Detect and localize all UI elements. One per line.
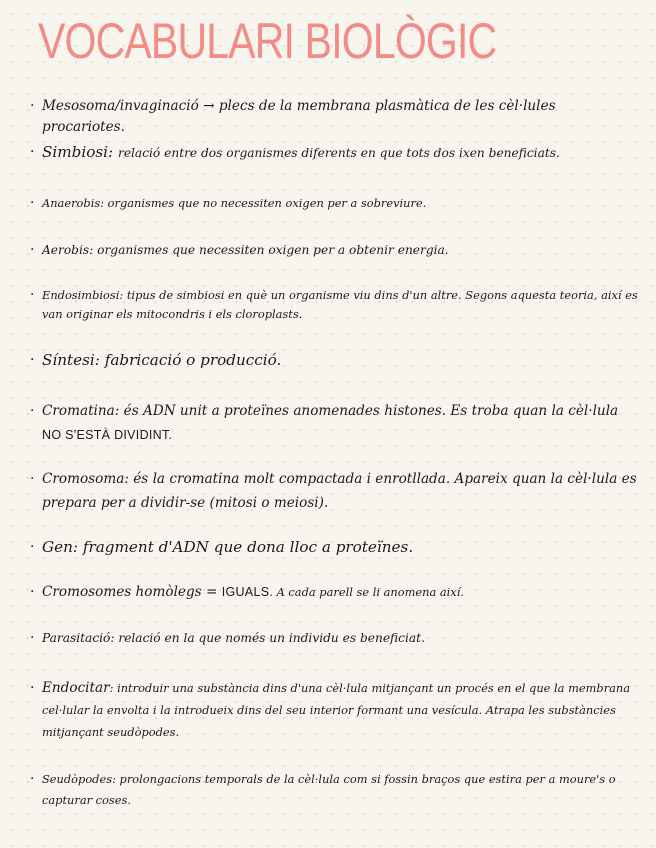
entry-separator: : (72, 538, 83, 556)
entry-term: Gen (42, 538, 73, 556)
entry-text (42, 350, 640, 371)
entry-term: Endocitar (42, 680, 110, 696)
entry-separator: : (119, 288, 127, 302)
entry-term: Síntesi (42, 351, 95, 369)
bullet: · (30, 771, 35, 787)
entry-text (42, 96, 640, 138)
entry-definition: plecs de la membrana plasmàtica de les cèl·lules procariotes. (42, 98, 556, 135)
entry-definition: és la cromatina molt compactada i enrotllada. Apareix quan la cèl·lula es prepara per a dividir-se (mitosi o meiosi). (42, 471, 637, 511)
entry-separator: : (109, 681, 118, 695)
bullet: · (30, 242, 35, 258)
entry-separator: : (112, 772, 120, 786)
entry-term: Cromosomes homòlegs (42, 584, 202, 600)
entry-text (42, 399, 640, 447)
bullet: · (30, 680, 35, 696)
vocab-entry-parasitacio (30, 628, 640, 649)
entry-definition: tipus de simbiosi en què un organisme viu dins d'un altre. Segons aquesta teoria, així es van originar els mitocondris i els cloroplasts. (42, 288, 638, 321)
entry-term: Parasitació (42, 631, 111, 645)
entry-separator: : (100, 196, 108, 210)
page-title: VOCABULARI BIOLÒGIC (38, 13, 497, 69)
entry-text (42, 769, 640, 811)
entry-text (42, 628, 640, 649)
entry-term: Aerobis (42, 243, 90, 257)
bullet: · (30, 195, 35, 211)
entry-term: Anaerobis (42, 196, 101, 210)
bullet: · (30, 471, 35, 487)
entry-term: Cromatina (42, 403, 115, 419)
entry-definition: fragment d'ADN que dona lloc a proteïnes. (82, 538, 414, 556)
bullet: · (30, 144, 35, 160)
entry-definition: . A cada parell se li anomena així. (269, 585, 464, 599)
bullet: · (30, 98, 35, 114)
vocab-entry-gen (30, 537, 640, 558)
entry-definition: relació entre dos organismes diferents en que tots dos ixen beneficiats. (118, 146, 560, 160)
vocab-entry-cromosoma (30, 467, 640, 515)
entry-separator: : (94, 351, 105, 369)
entry-separator: : (89, 243, 98, 257)
bullet: · (30, 630, 35, 646)
entry-definition: organismes que no necessiten oxigen per a sobreviure. (107, 196, 427, 210)
entry-emphasis: NO S'ESTÀ DIVIDINT. (42, 428, 173, 442)
entry-text (42, 467, 640, 515)
entry-term: Seudòpodes (42, 772, 113, 786)
vocab-entry-endocitar (30, 677, 640, 743)
entry-emphasis: IGUALS (221, 585, 270, 599)
vocab-entry-simbiosi (30, 142, 640, 164)
vocab-entry-sintesi (30, 350, 640, 371)
entry-text (42, 142, 640, 164)
entry-separator: : (124, 471, 134, 487)
bullet: · (30, 287, 35, 303)
vocab-entry-cromosomes-homolegs (30, 582, 640, 603)
entry-term: Endosimbiosi (42, 288, 120, 302)
entry-term: Mesosoma/invaginació (42, 98, 199, 114)
entry-separator: → (198, 98, 219, 114)
entry-separator: : (108, 143, 118, 161)
entry-definition: fabricació o producció. (104, 351, 282, 369)
entry-text (42, 240, 640, 261)
bullet: · (30, 403, 35, 419)
entry-text (42, 537, 640, 558)
bullet: · (30, 539, 35, 555)
vocab-entry-anaerobis (30, 193, 640, 214)
entry-term: Cromosoma (42, 471, 125, 487)
vocab-entry-endosimbiosi (30, 286, 640, 324)
entry-separator: : (110, 631, 119, 645)
entry-definition: organismes que necessiten oxigen per a obtenir energia. (97, 243, 449, 257)
entry-definition: relació en la que només un individu es beneficiat. (118, 631, 425, 645)
entry-separator: : (114, 403, 124, 419)
vocab-entry-mesosoma (30, 96, 640, 138)
entry-text (42, 286, 640, 324)
vocab-entry-seudopodes (30, 769, 640, 811)
entry-definition: prolongacions temporals de la cèl·lula com si fossin braços que estira per a moure's o capturar coses. (42, 772, 616, 807)
entry-term: Simbiosi (42, 143, 109, 161)
entry-separator: = (201, 584, 222, 600)
entry-definition: és ADN unit a proteïnes anomenades histones. Es troba quan la cèl·lula (123, 403, 619, 419)
entry-text (42, 677, 640, 743)
entry-text (42, 582, 640, 603)
vocab-entry-aerobis (30, 240, 640, 261)
entry-text (42, 193, 640, 214)
bullet: · (30, 584, 35, 600)
bullet: · (30, 352, 35, 368)
entry-definition: introduir una substància dins d'una cèl·lula mitjançant un procés en el que la membrana cel·lular la envolta i la introdueix dins del seu interior formant una vesícula. Atrapa les substàncies mitjançant seudòpodes. (42, 681, 631, 739)
vocab-entry-cromatina (30, 399, 640, 447)
